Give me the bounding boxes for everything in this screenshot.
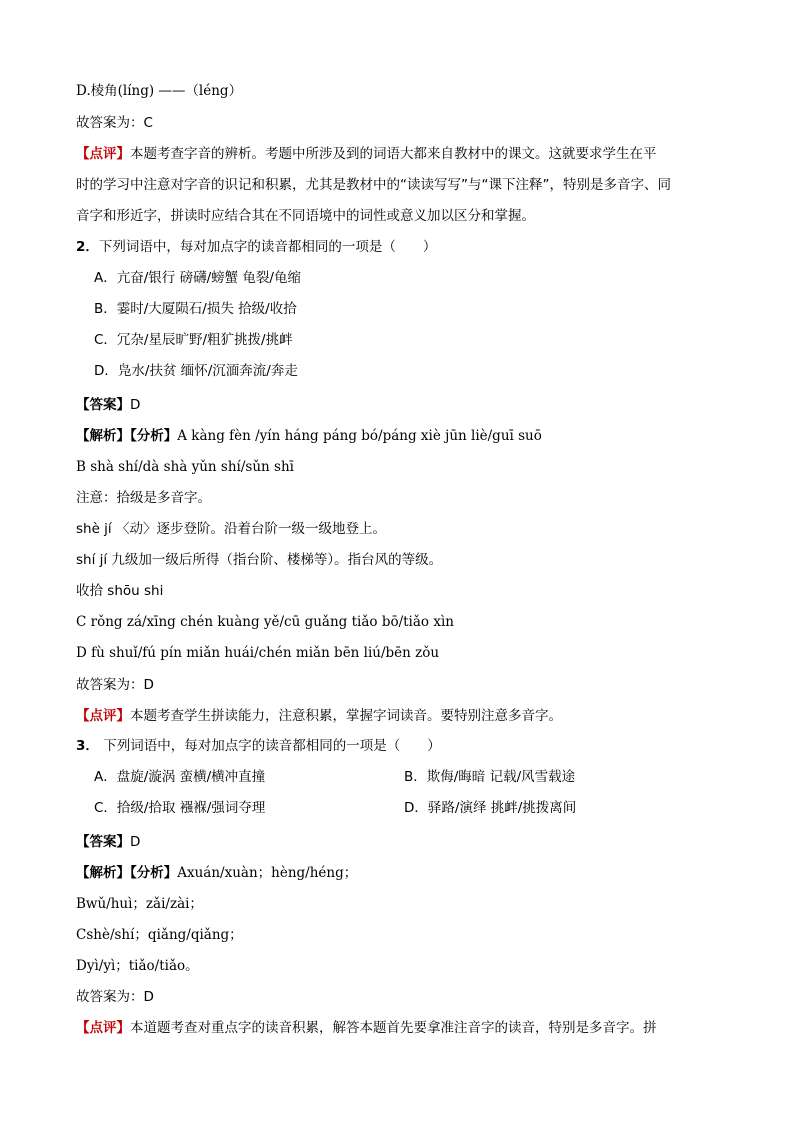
answer-block-3 — [76, 832, 140, 852]
answer-line-2: 故答案为：D — [76, 677, 154, 693]
comment-text-3: 音字和形近字，拼读时应结合其在不同语境中的词性或意义加以区分和掌握。 — [76, 208, 535, 224]
pinyin-d: D fù shuǐ/fú pín miǎn huái/chén miǎn bēn liú/bēn zǒu — [76, 645, 440, 661]
answer-tag: 【答案】 — [76, 397, 130, 413]
comment-tag-2: 【点评】 — [76, 708, 130, 724]
option-d-3: D．驿路/演绎 挑衅/挑拨离间 — [404, 800, 577, 816]
analysis-tag: 【解析】【分析】 — [76, 428, 178, 444]
question-number: 2． — [76, 239, 99, 255]
analysis-text-3: Axuán/xuàn；hèng/héng； — [177, 865, 358, 881]
answer-value: D — [130, 397, 141, 413]
note-sheji: shè jí 〈动〉逐步登阶。沿着台阶一级一级地登上。 — [76, 521, 386, 537]
answer-line: 故答案为：C — [76, 115, 153, 131]
comment-text-2: 时的学习中注意对字音的识记和积累，尤其是教材中的“读读写写”与“课下注释”，特别是多音字、同 — [76, 177, 671, 193]
question-3 — [76, 736, 441, 756]
answer-tag-3: 【答案】 — [76, 834, 130, 850]
comment-line-3 — [76, 1018, 657, 1038]
comment-tag-3: 【点评】 — [76, 1020, 130, 1036]
comment-line — [76, 144, 657, 164]
analysis-tag-3: 【解析】【分析】 — [76, 865, 178, 881]
comment-text-2b: 本题考查学生拼读能力，注意积累，掌握字词读音。要特别注意多音字。 — [130, 708, 562, 724]
option-b-3: B．欺侮/晦暗 记载/风雪载途 — [404, 769, 576, 785]
answer-value-3: D — [130, 834, 141, 850]
question-2 — [76, 237, 436, 257]
question-text-3: 下列词语中，每对加点字的读音都相同的一项是（ ） — [98, 738, 441, 754]
option-d-note: D.棱角(líng) ——（léng） — [76, 83, 243, 99]
answer-line-3: 故答案为：D — [76, 989, 154, 1005]
note-shoushi: 收拾 shōu shi — [76, 583, 164, 599]
option-b: B．霎时/大厦陨石/损失 拾级/收拾 — [94, 301, 297, 317]
analysis-line — [76, 426, 542, 446]
analysis-d-3: Dyì/yì；tiǎo/tiǎo。 — [76, 958, 199, 974]
comment-tag: 【点评】 — [76, 146, 130, 162]
pinyin-c: C rǒng zá/xīng chén kuàng yě/cū guǎng tiǎo bō/tiǎo xìn — [76, 614, 454, 630]
analysis-b-3: Bwǔ/huì；zǎi/zài； — [76, 896, 203, 912]
comment-line-2 — [76, 706, 562, 726]
option-a: A．亢奋/银行 磅礴/螃蟹 龟裂/龟缩 — [94, 270, 301, 286]
analysis-text: A kàng fèn /yín háng páng bó/páng xiè jūn liè/guī suō — [177, 428, 542, 444]
question-number-3: 3． — [76, 738, 99, 754]
answer-block — [76, 395, 140, 415]
note-line: 注意：拾级是多音字。 — [76, 490, 211, 506]
analysis-line-3 — [76, 863, 357, 883]
option-c: C．冗杂/星辰旷野/粗犷挑拨/挑衅 — [94, 332, 293, 348]
analysis-c-3: Cshè/shí；qiǎng/qiǎng； — [76, 927, 243, 943]
note-shiji: shí jí 九级加一级后所得（指台阶、楼梯等）。指台风的等级。 — [76, 552, 443, 568]
comment-text: 本题考查字音的辨析。考题中所涉及到的词语大都来自教材中的课文。这就要求学生在平 — [130, 146, 657, 162]
comment-text-3b: 本道题考查对重点字的读音积累，解答本题首先要拿准注音字的读音，特别是多音字。拼 — [130, 1020, 657, 1036]
option-a-3: A．盘旋/漩涡 蛮横/横冲直撞 — [94, 769, 266, 785]
option-c-3: C．拾级/拾取 襁褓/强词夺理 — [94, 800, 266, 816]
pinyin-b: B shà shí/dà shà yǔn shí/sǔn shī — [76, 459, 294, 475]
option-d: D．凫水/扶贫 缅怀/沉湎奔流/奔走 — [94, 363, 298, 379]
question-text: 下列词语中，每对加点字的读音都相同的一项是（ ） — [98, 239, 437, 255]
